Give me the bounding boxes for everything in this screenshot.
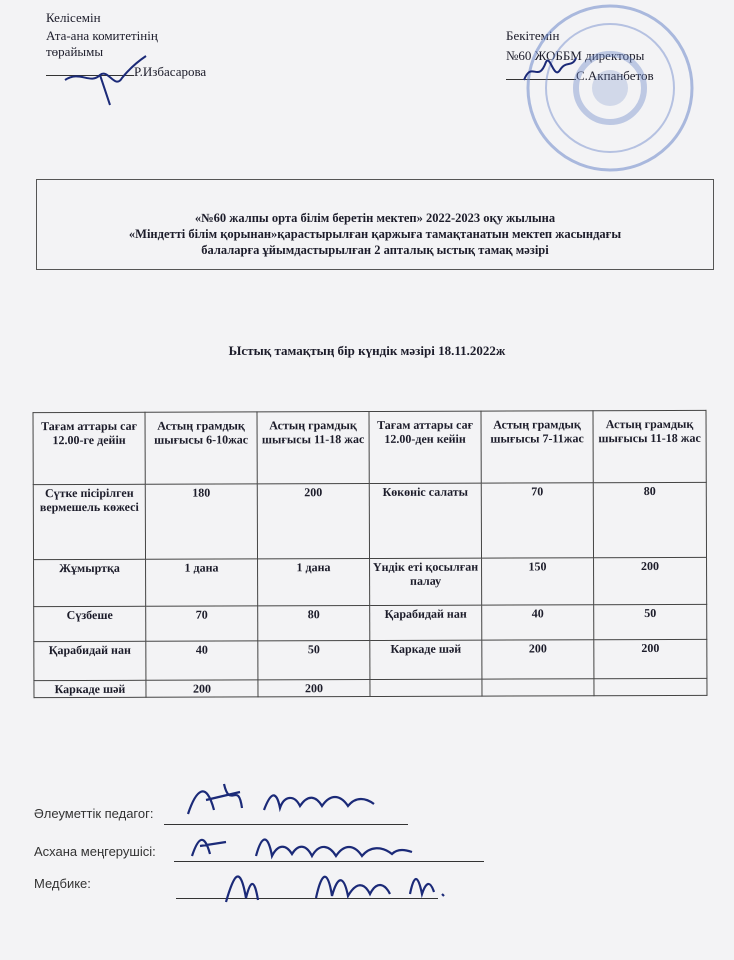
table-cell: 200	[594, 557, 707, 604]
table-row	[34, 557, 707, 606]
nurse-label: Медбике:	[34, 876, 91, 891]
approval-left-line1: Келісемін	[46, 10, 101, 25]
signature-right-icon	[520, 50, 580, 90]
approval-right-line1: Бекітемін	[506, 28, 560, 43]
approval-left-line2: Ата-ана комитетінің	[46, 28, 158, 43]
table-cell: 1 дана	[146, 559, 258, 606]
approval-right-line2: №60 ЖОББМ директоры	[506, 48, 645, 63]
approval-right-name: С.Акпанбетов	[576, 68, 654, 83]
approval-left-line3: төрайымы	[46, 44, 104, 59]
table-cell: 80	[593, 482, 706, 557]
title-line2: «Міндетті білім қорынан»қарастырылған қаржыға тамақтанатын мектеп жасындағы	[128, 227, 622, 241]
menu-table	[33, 410, 708, 698]
social-pedagogue-label: Әлеуметтік педагог:	[34, 806, 154, 821]
table-cell: 180	[145, 484, 257, 559]
table-header-row	[33, 410, 706, 484]
table-cell: 150	[482, 558, 594, 605]
table-cell: 80	[258, 606, 370, 641]
signature-social-pedagogue-icon	[180, 770, 390, 830]
table-cell: 200	[482, 640, 594, 679]
table-header-cell: Астың грамдық шығысы 11-18 жас	[593, 410, 706, 482]
table-cell: 70	[146, 606, 258, 641]
table-cell	[370, 679, 482, 696]
table-cell: 40	[146, 641, 258, 680]
day-menu-title: Ыстық тамақтың бір күндік мәзірі 18.11.2022ж	[228, 343, 506, 358]
approval-left-name: Р.Избасарова	[134, 64, 207, 79]
signature-nurse-icon	[218, 854, 448, 910]
table-header-cell: Астың грамдық шығысы 6-10жас	[145, 412, 257, 484]
table-header-cell: Астың грамдық шығысы 7-11жас	[481, 411, 593, 483]
table-row	[34, 678, 707, 697]
table-cell	[594, 678, 707, 695]
table-cell: Каркаде шәй	[34, 680, 146, 697]
table-cell	[482, 679, 594, 696]
table-cell: Каркаде шәй	[370, 640, 482, 679]
table-cell: Сүтке пісірілген вермешель көжесі	[33, 484, 145, 559]
table-cell: 70	[481, 483, 593, 558]
title-line1: «№60 жалпы орта білім беретін мектеп» 2022-2023 оқу жылына	[194, 211, 556, 225]
table-cell: 1 дана	[258, 559, 370, 606]
signature-left-icon	[60, 50, 150, 110]
table-cell: 50	[594, 604, 707, 639]
table-header-cell: Тағам аттары сағ 12.00-ге дейін	[33, 412, 145, 484]
table-cell: Үндік еті қосылған палау	[370, 558, 482, 605]
table-cell: 40	[482, 605, 594, 640]
table-cell: Қарабидай нан	[370, 605, 482, 640]
table-cell: Жұмыртқа	[34, 559, 146, 606]
table-cell: Сүзбеше	[34, 606, 146, 641]
table-cell: 50	[258, 641, 370, 680]
table-row	[34, 639, 707, 680]
table-cell: 200	[594, 639, 707, 678]
table-row	[34, 604, 707, 641]
canteen-head-label: Асхана меңгерушісі:	[34, 844, 156, 859]
table-cell: Қарабидай нан	[34, 641, 146, 680]
menu-title-box	[36, 179, 714, 270]
table-cell: 200	[257, 484, 369, 559]
title-line3: балаларға ұйымдастырылған 2 апталық ыстық тамақ мәзірі	[201, 243, 549, 257]
table-row	[33, 482, 706, 559]
table-cell: 200	[258, 680, 370, 697]
table-cell: 200	[146, 680, 258, 697]
table-header-cell: Тағам аттары сағ 12.00-ден кейін	[369, 411, 481, 483]
table-cell: Көкөніс салаты	[369, 483, 481, 558]
table-header-cell: Астың грамдық шығысы 11-18 жас	[257, 412, 369, 484]
